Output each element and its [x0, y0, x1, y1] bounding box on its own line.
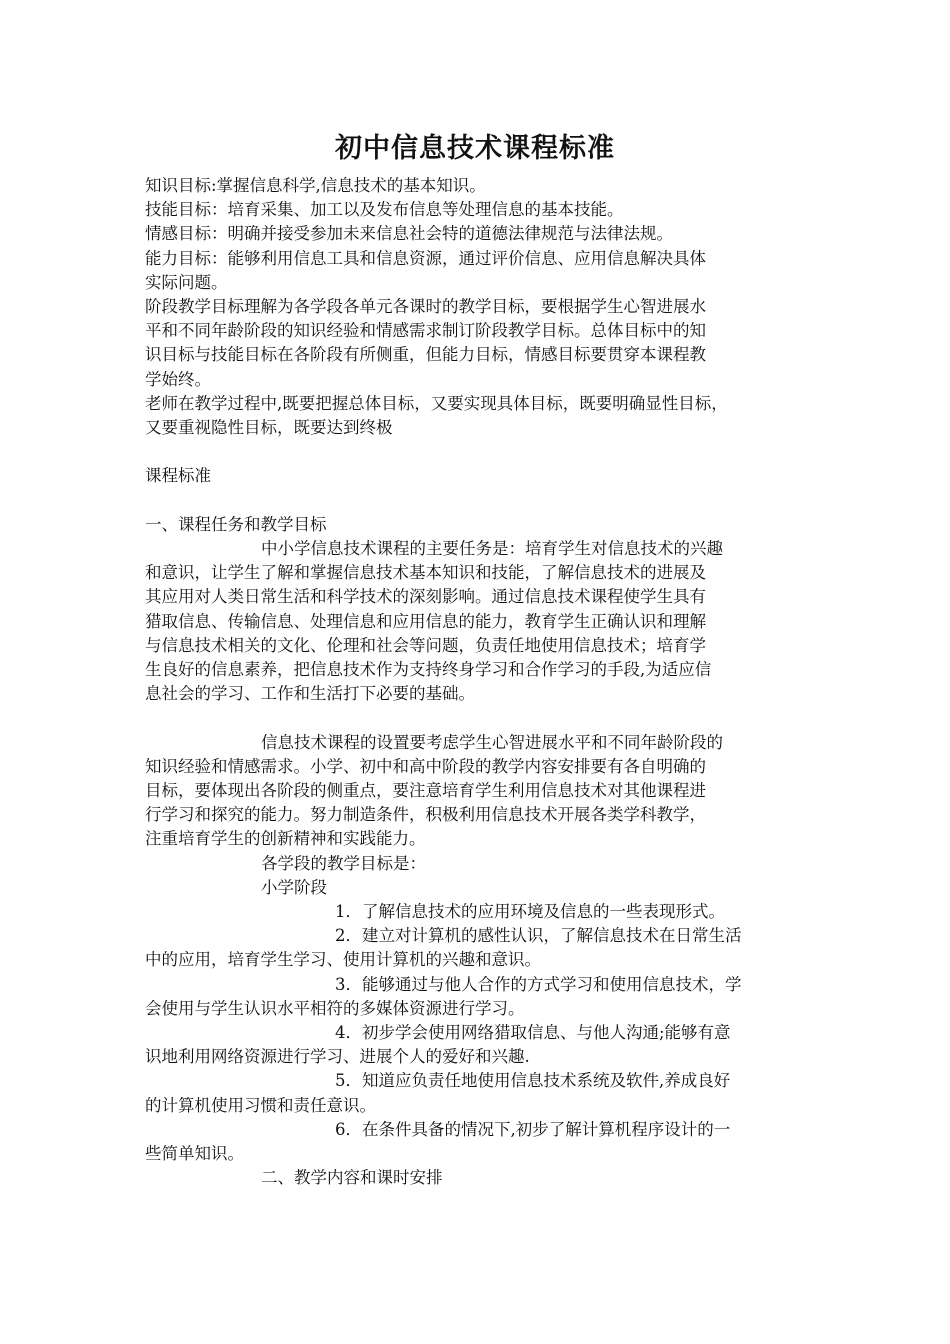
list-item-line: 会使用与学生认识水平相符的多媒体资源进行学习。: [145, 998, 525, 1018]
paragraph-line: 注重培育学生的创新精神和实践能力。: [145, 829, 426, 849]
paragraph-line: 技能目标：培育采集、加工以及发布信息等处理信息的基本技能。: [145, 200, 624, 220]
paragraph-line: 生良好的信息素养，把信息技术作为支持终身学习和合作学习的手段,为适应信: [145, 660, 712, 680]
paragraph-line: 学始终。: [145, 369, 211, 389]
paragraph-line: 能力目标：能够利用信息工具和信息资源，通过评价信息、应用信息解决具体: [145, 248, 706, 268]
paragraph-line: 阶段教学目标理解为各学段各单元各课时的教学目标，要根据学生心智进展水: [145, 297, 706, 317]
paragraph-line: 其应用对人类日常生活和科学技术的深刻影响。通过信息技术课程使学生具有: [145, 587, 706, 607]
blank-line: [145, 706, 825, 730]
section-heading: 课程标准: [145, 466, 211, 486]
paragraph-line: 和意识，让学生了解和掌握信息技术基本知识和技能，了解信息技术的进展及: [145, 563, 706, 583]
paragraph-line: 老师在教学过程中,既要把握总体目标，又要实现具体目标，既要明确显性目标，: [145, 393, 728, 413]
list-item-line: 6．在条件具备的情况下,初步了解计算机程序设计的一: [335, 1119, 731, 1139]
list-item-line: 5．知道应负责任地使用信息技术系统及软件,养成良好: [335, 1071, 731, 1091]
section-heading: 二、教学内容和课时安排: [261, 1168, 443, 1188]
list-item-line: 4．初步学会使用网络猎取信息、与他人沟通;能够有意: [335, 1023, 731, 1043]
paragraph-line: 平和不同年龄阶段的知识经验和情感需求制订阶段教学目标。总体目标中的知: [145, 321, 706, 341]
list-item-line: 1．了解信息技术的应用环境及信息的一些表现形式。: [335, 902, 725, 922]
paragraph-line: 目标，要体现出各阶段的侧重点，要注意培育学生利用信息技术对其他课程进: [145, 781, 706, 801]
list-item-line: 中的应用，培育学生学习、使用计算机的兴趣和意识。: [145, 950, 541, 970]
blank-line: [145, 440, 825, 464]
paragraph-line: 猎取信息、传输信息、处理信息和应用信息的能力，教育学生正确认识和理解: [145, 611, 706, 631]
paragraph-line: 知识目标:掌握信息科学,信息技术的基本知识。: [145, 176, 486, 195]
paragraph-line: 情感目标：明确并接受参加未来信息社会特的道德法律规范与法律法规。: [145, 224, 673, 244]
list-item-line: 些简单知识。: [145, 1144, 244, 1164]
paragraph-line: 与信息技术相关的文化、伦理和社会等问题，负责任地使用信息技术；培育学: [145, 635, 706, 655]
paragraph-line: 中小学信息技术课程的主要任务是：培育学生对信息技术的兴趣: [261, 539, 723, 559]
blank-line: [145, 489, 825, 513]
paragraph-line: 识目标与技能目标在各阶段有所侧重，但能力目标，情感目标要贯穿本课程教: [145, 345, 706, 365]
list-item-line: 识地利用网络资源进行学习、进展个人的爱好和兴趣.: [145, 1047, 530, 1067]
paragraph-line: 实际问题。: [145, 272, 228, 292]
document-title: 初中信息技术课程标准: [335, 133, 615, 164]
section-heading: 一、课程任务和教学目标: [145, 514, 327, 534]
list-item-line: 的计算机使用习惯和责任意识。: [145, 1095, 376, 1115]
paragraph-line: 知识经验和情感需求。小学、初中和高中阶段的教学内容安排要有各自明确的: [145, 756, 706, 776]
paragraph-line: 息社会的学习、工作和生活打下必要的基础。: [145, 684, 475, 704]
paragraph-line: 行学习和探究的能力。努力制造条件，积极利用信息技术开展各类学科教学，: [145, 805, 706, 825]
subsection-heading: 小学阶段: [261, 877, 327, 897]
list-item-line: 3．能够通过与他人合作的方式学习和使用信息技术，学: [335, 974, 742, 994]
paragraph-line: 各学段的教学目标是：: [261, 853, 426, 873]
document-body: [145, 174, 825, 1190]
list-item-line: 2．建立对计算机的感性认识，了解信息技术在日常生活: [335, 926, 742, 946]
paragraph-line: 信息技术课程的设置要考虑学生心智进展水平和不同年龄阶段的: [261, 732, 723, 752]
paragraph-line: 又要重视隐性目标，既要达到终极: [145, 418, 393, 438]
